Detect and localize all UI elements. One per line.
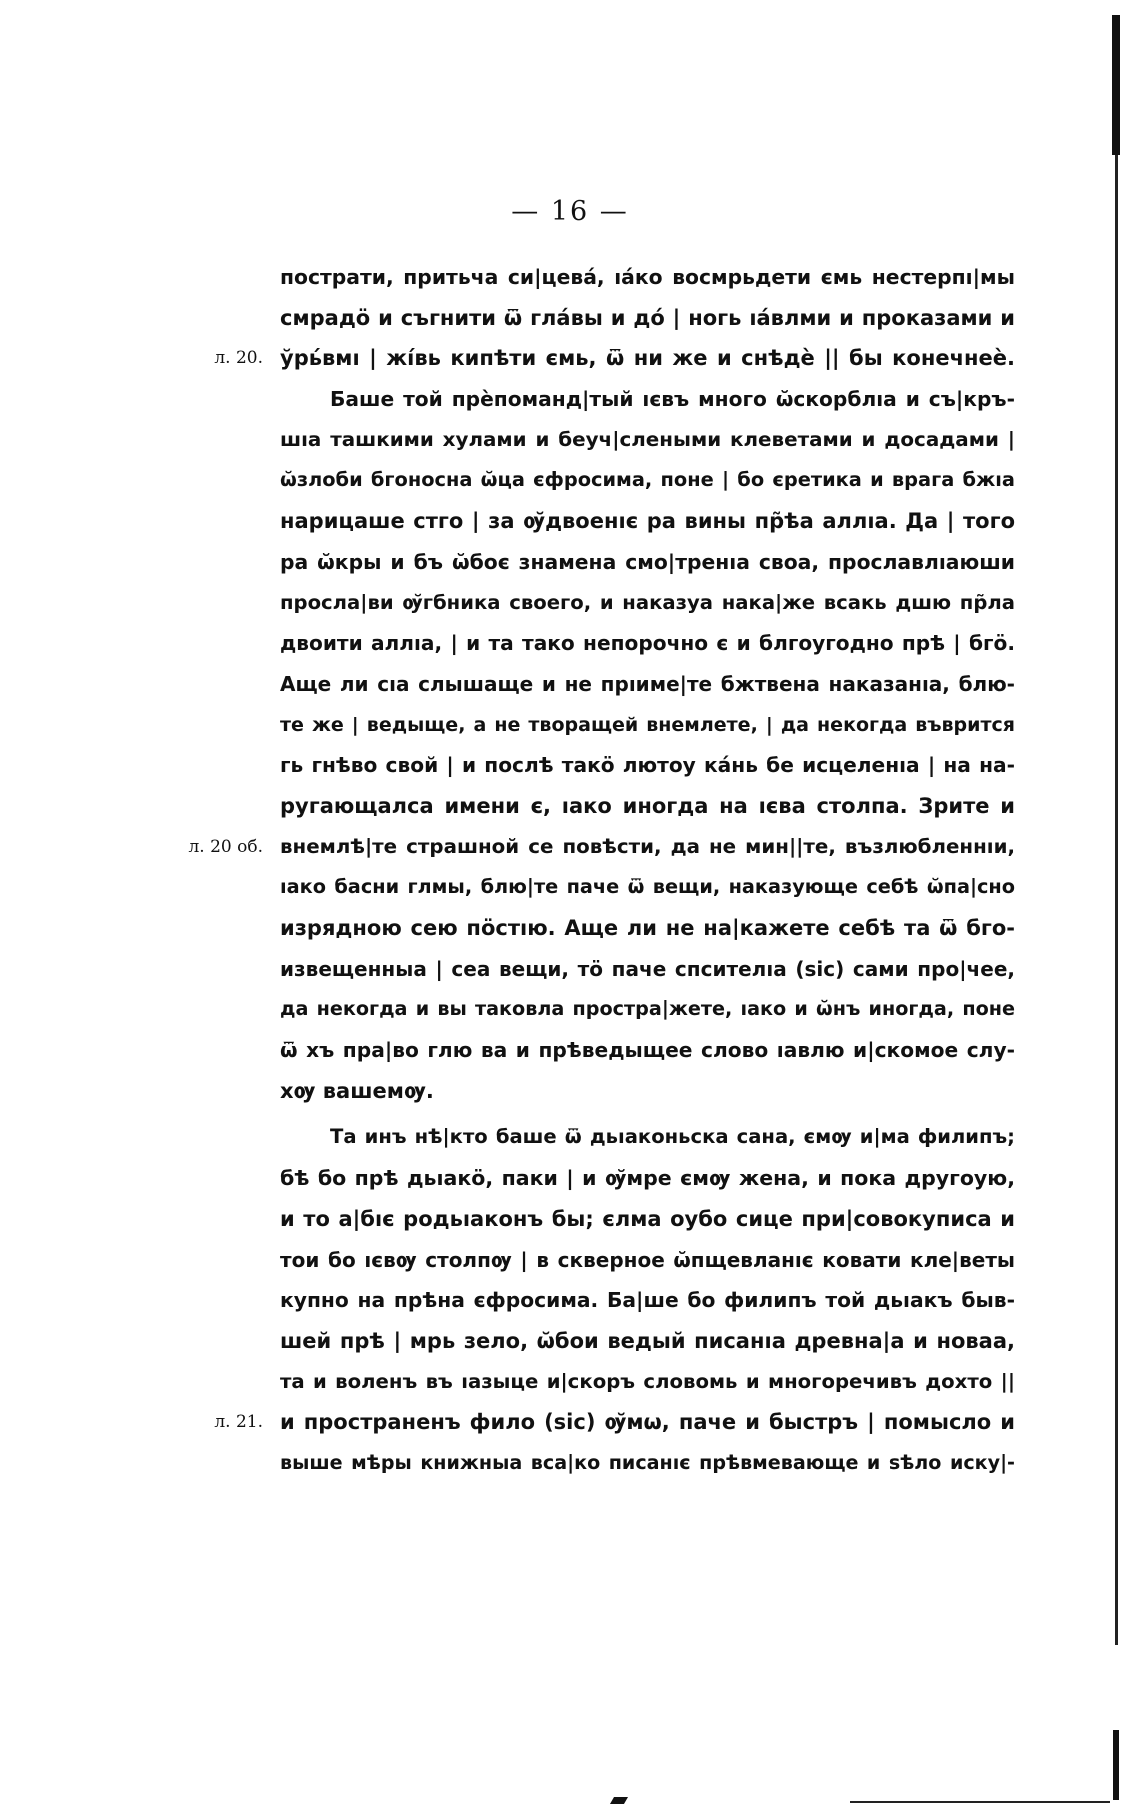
text-line: тои бо ıєвѹ столпѹ | в скверное ѡ̆пщевланıє ковати кле|веты <box>280 1247 1015 1272</box>
page-edge-mark <box>1112 15 1120 155</box>
text-line: просла|ви ѹ̆гбника своего, и наказуа нака|же всакь дшю пр̃ла <box>280 590 1015 614</box>
text-line: бѣ бо прѣ дьıакö, паки | и ѹ̆мре ємѹ жена, и пока другоую, <box>280 1166 1015 1191</box>
text-line: шıа ташкими хулами и беуч|слеными клеветами и досадами | <box>280 427 1015 451</box>
text-line: ѿ хъ пра|во глю ва и прѣведыщее слово ıавлю и|скомое слу- <box>280 1038 1015 1063</box>
text-line: л. 21. и пространенъ фило (sic) ѹ̆мѡ, паче и быстръ | помысло и <box>280 1402 1015 1443</box>
text-line: двоити аллıа, | и та тако непорочно є и блгоугодно прѣ | бгö. <box>280 631 1015 656</box>
text-line: гь гнѣво свой | и послѣ такö лютоу кáнь бе исцеленıа | на на- <box>280 753 1015 778</box>
text-line: нарицаше стго | за ѹ̆двоенıє ра вины пр̃ѣа аллıа. Да | того <box>280 509 1015 534</box>
text-line: ра ѡ̆кры и бъ ѡ̆боє знамена смо|тренıа своа, прославлıаюши <box>280 549 1015 574</box>
text-line: купно на прѣна єфросима. Ба|ше бо филипъ той дьıакъ быв- <box>280 1288 1015 1313</box>
page-number: — 16 — <box>511 196 629 227</box>
footer-mark <box>610 1797 628 1804</box>
text-line: ѡ̆злоби бгоносна ѡ̆ца єфросима, поне | бо єретика и врага бжıа <box>280 468 1015 492</box>
text-line: л. 20 об. внемлѣ|те страшной се повѣсти, да не мин||те, възлюбленнıи, <box>280 827 1015 868</box>
text-line: выше мѣры книжныа вса|ко писанıє прѣвмевающе и ѕѣло иску|- <box>280 1450 1015 1474</box>
page-edge-mark-bottom <box>1113 1730 1119 1800</box>
page-edge-line <box>1115 155 1118 1645</box>
text-line: шей прѣ | мрь зело, ѡ̆бои ведый писанıа древна|а и новаа, <box>280 1328 1015 1353</box>
text-line: пострати, притьча си|цевá, ıáко восмрьдети ємь нестерпı|мы <box>280 265 1015 289</box>
text-line: ıако басни глмы, блю|те паче ѿ вещи, наказующе себѣ ѡ̆па|сно <box>280 875 1015 899</box>
text-line: смрадö и съгнити ѿ глáвы и дó | ногь ıáвлми и проказами и <box>280 305 1015 330</box>
text-line: Аще ли сıа слышаще и не прıиме|те бжтвена наказанıа, блю- <box>280 671 1015 696</box>
margin-folio-note: л. 21. <box>214 1412 263 1433</box>
text-line: Баше той прѐпоманд|тый ıєвъ много ѡ̆скорблıа и съ|кръ- <box>330 387 1015 412</box>
text-line: та и воленъ въ ıазыце и|скоръ словомь и многоречивъ дохто || <box>280 1369 1015 1393</box>
text-line: ругающалса имени є, ıако иногда на ıєва столпа. Зрите и <box>280 793 1015 818</box>
text-line: извещенныа | сеа вещи, тö паче спсителıа (sic) сами про|чее, <box>280 956 1015 981</box>
margin-folio-note: л. 20 об. <box>188 836 263 857</box>
text-block <box>188 257 1015 1484</box>
text-line: те же | ведыще, а не творащей внемлете, | да некогда въврится <box>280 713 1015 736</box>
text-line: да некогда и вы таковла простра|жете, ıако и ѡ̆нъ иногда, поне <box>280 997 1015 1021</box>
text-line: Та инъ нѣ|кто баше ѿ дьıаконьска сана, ємѹ и|ма филипъ; <box>330 1125 1015 1149</box>
margin-folio-note: л. 20. <box>214 348 263 369</box>
text-line: л. 20. ўрь́вмı | жı́вь кипѣти ємь, ѿ ни же и снѣдѐ || бы конечнеѐ. <box>280 338 1015 379</box>
text-line: изрядною сею пöстıю. Аще ли не на|кажете себѣ та ѿ бго- <box>280 916 1015 940</box>
text-line: хѹ вашемѹ. <box>280 1078 434 1103</box>
text-line: и то а|бıє родьıаконъ бы; єлма оубо сице при|совокуписа и <box>280 1206 1015 1231</box>
footer-rule <box>850 1801 1110 1803</box>
